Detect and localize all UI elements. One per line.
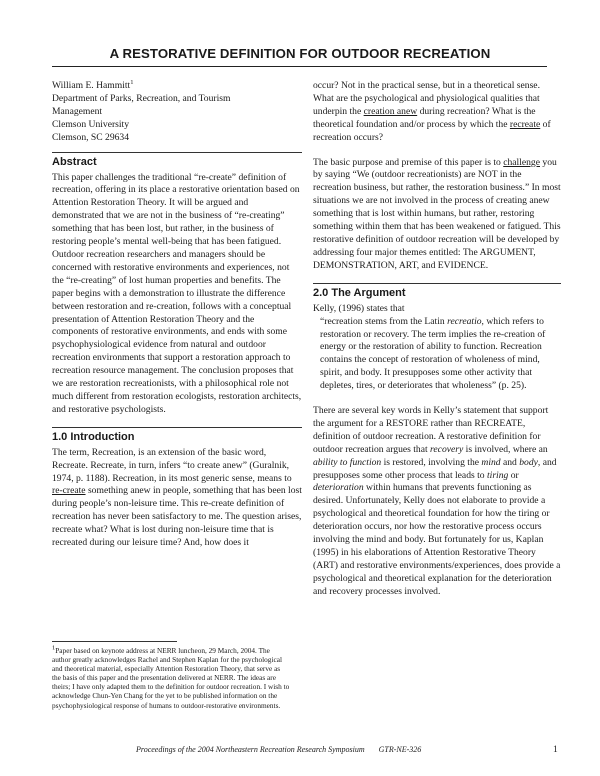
text-run: you by saying “We (outdoor recreationists) are NOT in the recreation business, but rather, the restoration business.” In most situations we are not involved in the process of creating anew something that is lost within humans, but rather, restoring something within them that has been weakened or fatigued. This restorative definition of outdoor recreation will be developed by addressing four major themes entitled: The ARGUMENT, DEMONSTRATION, ART, and EVIDENCE. (313, 156, 561, 271)
footnote-marker: 1 (52, 644, 56, 652)
purpose-paragraph (313, 157, 561, 273)
text-run: , and presupposes some other process that leads to (313, 456, 557, 481)
introduction-paragraph (52, 447, 302, 550)
underlined-term: challenge (503, 156, 540, 168)
kelly-quote (320, 316, 561, 393)
keywords-paragraph (313, 405, 561, 599)
italic-term: body (519, 456, 538, 468)
italic-term: deterioration (313, 482, 364, 494)
affiliation-line: Management (52, 105, 103, 117)
author-line (52, 80, 302, 93)
underlined-term: re-create (52, 485, 86, 497)
kelly-intro: Kelly, (1996) states that (313, 302, 405, 314)
abstract-text: This paper challenges the traditional “re-create” definition of recreation, offering in its place a restorative orientation based on Attention Restoration Theory. It will be argued and demonstrated that we are not in the business of “re-creating” something that has been lost, but rather, in the business of restoring people’s mental well-being that has been fatigued. Outdoor recreation researchers and managers should be concerned with restorative environments and experiences, not the “re-creating” of lost human properties and benefits. The paper begins with a demonstration to illustrate the difference between restoration and re-creation, follows with a conceptual presentation of Attention Restoration Theory and the components of restorative environments, and ends with some psychophysiological evidence from natural and outdoor recreation environments that support a restoration approach to recreation resource management. The conclusion proposes that we are restoration recreationists, with a philosophical role not much different from restoration ecologists, restoration architects, and restorative psychologists. (52, 171, 302, 415)
right-column (313, 80, 561, 599)
italic-term: tiring (486, 469, 509, 481)
abstract-heading: Abstract (52, 155, 97, 168)
footnote-divider (52, 641, 177, 642)
text-run: There are several key words in Kelly’s statement that support the argument for a RESTORE rather than RECREATE, definition of outdoor recreation. A restorative definition for outdoor recreation argues that (313, 405, 549, 455)
text-run: and (500, 456, 520, 468)
text-run: is restored, involving the (381, 456, 482, 468)
underlined-term: creation anew (363, 105, 418, 117)
text-run: , which refers to restoration or recovery. The term implies the re-creation of energy or the restoration of ability to function. Recreation contains the concept of restoration of wholeness of mind, spirit, and body. It presupposes some other activity that depletes, tires, or deteriorates that wholeness” (p. 25). (320, 315, 546, 392)
italic-term: recreatio (447, 315, 482, 327)
author-affiliation (52, 93, 302, 145)
text-run: is involved, where an (463, 443, 548, 455)
continued-paragraph (313, 80, 561, 145)
text-run: The basic purpose and premise of this paper is to (313, 156, 504, 168)
proceedings-title: Proceedings of the 2004 Northeastern Recreation Research Symposium (136, 745, 365, 754)
text-run: The term, Recreation, is an extension of the basic word, Recreate. Recreate, in turn, infers “to create anew” (Guralnik, 1974, p. 1188). Recreation, in its most generic sense, means to (52, 446, 292, 484)
italic-term: ability to function (313, 456, 382, 468)
footnote-text: Paper based on keynote address at NERR luncheon, 29 March, 2004. The author greatly acknowledges Rachel and Stephen Kaplan for the psychological and theoretical material, especially Attention Restoration Theory, that serve as the basis of this paper and the presentation delivered at NERR. The ideas are theirs; I have only adapted them to the definition for outdoor recreation. I wish to acknowledge Chun-Yen Chang for the yet to be published information on the psychophysiological response of humans to outdoor-restorative environments. (52, 646, 290, 710)
text-run: “recreation stems from the Latin (320, 315, 448, 327)
page-footer (136, 745, 435, 754)
text-run: within humans that prevents functioning as desired. Unfortunately, Kelly does not elaborate to provide a psychological and theoretical foundation for how the tiring or deterioration occurs, nor how the restorative process occurs involving the mind and body. But fortunately for us, Kaplan (1995) in his elaborations of Attention Restorative Theory (ART) and restorative environments/experiences, does provide a psychological and theoretical explanation for the deterioration and recovery processes involved. (313, 482, 561, 597)
affiliation-line: Clemson, SC 29634 (52, 131, 130, 143)
abstract-divider (52, 152, 302, 153)
text-run: or (508, 469, 519, 481)
paper-title: A RESTORATIVE DEFINITION FOR OUTDOOR RECREATION (109, 46, 491, 61)
text-run: something anew in people, something that has been lost during people’s non-leisure time. This re-create definition of recreation has never been satisfactory to me. The question arises, recreate what? What is lost during non-leisure time that is recreated during our leisure time? And, how does it (52, 485, 302, 549)
title-divider (52, 66, 547, 67)
report-number: GTR-NE-326 (378, 745, 422, 754)
introduction-heading: 1.0 Introduction (52, 430, 135, 443)
italic-term: mind (481, 456, 501, 468)
author-name: William E. Hammitt (52, 80, 131, 91)
argument-heading: 2.0 The Argument (313, 286, 406, 299)
argument-divider (313, 283, 561, 284)
text-run: during recreation? What is the theoretical foundation and/or process by which the (313, 105, 536, 130)
page-number: 1 (553, 745, 558, 755)
left-column (52, 80, 302, 550)
affiliation-line: Clemson University (52, 118, 130, 130)
introduction-divider (52, 427, 302, 428)
italic-term: recovery (430, 443, 464, 455)
underlined-term: recreate (509, 118, 541, 130)
text-run: of recreation occurs? (313, 118, 551, 143)
author-footnote-marker: 1 (130, 78, 134, 86)
text-run: occur? Not in the practical sense, but in a theoretical sense. What are the psychological and physiological qualities that underpin the (313, 80, 540, 117)
affiliation-line: Department of Parks, Recreation, and Tourism (52, 92, 231, 104)
footnote (52, 646, 290, 710)
